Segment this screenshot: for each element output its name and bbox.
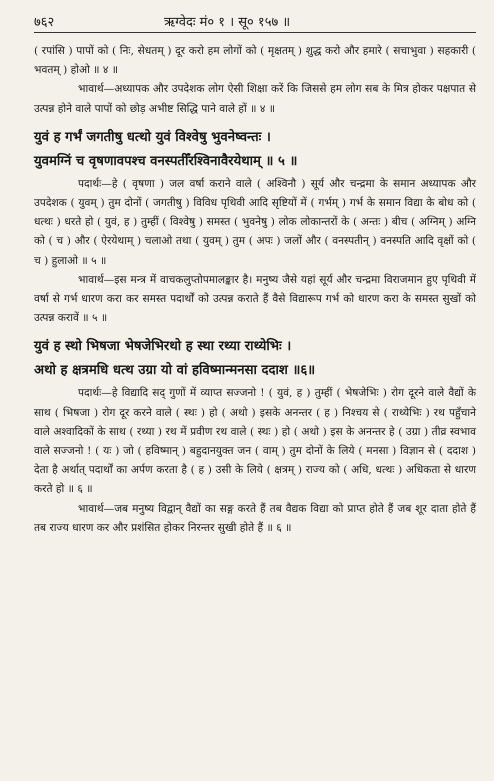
header-rule <box>34 32 476 33</box>
padarth-6: पदार्थः—हे विद्यादि सद् गुणों में व्याप्त सज्जनो ! ( युवं, ह ) तुम्हीं ( भेषजेभिः ) रोग दूरने वाले वैद्यों के साथ ( भिषजा ) रोग दूर करने वाले ( स्थः ) हो ( अथो ) इसके अनन्तर ( ह ) निश्चय से ( राथ्येभिः ) रथ पहुँचाने वाले अश्वादिकों के साथ ( रथ्या ) रथ में प्रवीण रथ वाले ( स्थः ) हो ( अथो ) इस के अनन्तर हे ( उग्रा ) तीव्र स्वभाव वाले सज्जनो ! ( यः ) जो ( हविष्मान् ) बहुदानयुक्त जन ( वाम् ) तुम दोनों के लिये ( मनसा ) विज्ञान से ( ददाश ) देता है अर्थात् पदार्थों का अर्पण करता है ( ह ) उसी के लिये ( क्षत्रम् ) राज्य को ( अधि, धत्थः ) अधिकता से धारण करते हो ॥ ६ ॥ <box>34 387 476 496</box>
mantra-5-line-1: युवं ह गर्भं जगतीषु धत्थो युवं विश्वेषु भुवनेष्वन्तः । <box>34 129 271 145</box>
page-header <box>34 6 476 28</box>
page-body <box>34 42 476 538</box>
padarth-5: पदार्थः—हे ( वृषणा ) जल वर्षा कराने वाले ( अश्विनौ ) सूर्य और चन्द्रमा के समान अध्यापक और उपदेशक ( युवम् ) तुम दोनों ( जगतीषु ) विविध पृथिवी आदि सृष्टियों में ( गर्भम् ) गर्भ के समान विद्या के बोध को ( धत्थः ) धरते हो ( युवं, ह ) तुम्हीं ( विश्वेषु ) समस्त ( भुवनेषु ) लोक लोकान्तरों के ( अन्तः ) बीच ( अग्निम् ) अग्नि को ( च ) और ( ऐरयेथाम् ) चलाओ तथा ( युवम् ) तुम ( अपः ) जलों और ( वनस्पतीन् ) वनस्पति आदि वृक्षों को ( च ) हुलाओ ॥ ५ ॥ <box>34 177 476 267</box>
padarth-4-tail: ( रपांसि ) पापों को ( निः, सेधतम् ) दूर करो हम लोगों को ( मृक्षतम् ) शुद्ध करो और हमारे ( सचाभुवा ) सहकारी ( भवतम् ) होओ ॥ ४ ॥ <box>34 45 476 77</box>
running-head: ऋग्वेदः मं० १ । सू० १५७ ॥ <box>164 15 291 30</box>
mantra-6-line-2: अथो ह क्षत्रमधि धत्थ उग्रा यो वां हविष्मान्मनसा ददाश ॥६॥ <box>34 363 316 379</box>
bhavarth-4: भावार्थ—अध्यापक और उपदेशक लोग ऐसी शिक्षा करें कि जिससे हम लोग सब के मित्र होकर पक्षपात से उत्पन्न होने वाले पापों को छोड़ अभीष्ट सिद्धि पाने वाले हों ॥ ४ ॥ <box>34 83 476 115</box>
bhavarth-6: भावार्थ—जब मनुष्य विद्वान् वैद्यों का सङ्ग करते हैं तब वैद्यक विद्या को प्राप्त होते हैं जब शूर दाता होते हैं तब राज्य धारण कर और प्रशंसित होकर निरन्तर सुखी होते हैं ॥ ६ ॥ <box>34 502 476 534</box>
mantra-6-line-1: युवं ह स्थो भिषजा भेषजेभिरथो ह स्था रथ्या राथ्येभिः । <box>34 339 292 355</box>
bhavarth-5: भावार्थ—इस मन्त्र में वाचकलुप्तोपमालङ्कार है। मनुष्य जैसे यहां सूर्य और चन्द्रमा विराजमान हुए पृथिवी में वर्षा से गर्भ धारण करा कर समस्त पदार्थों को उत्पन्न कराते हैं वैसे विद्यारूप गर्भ को धारण करा के समस्त सुखों को उत्पन्न करावें ॥ ५ ॥ <box>34 273 476 325</box>
mantra-5-line-2: युवमग्निं च वृषणावपश्च वनस्पतीँरश्विनावैरयेथाम् ॥ ५ ॥ <box>34 153 298 169</box>
page-number: ७६२ <box>34 15 55 30</box>
